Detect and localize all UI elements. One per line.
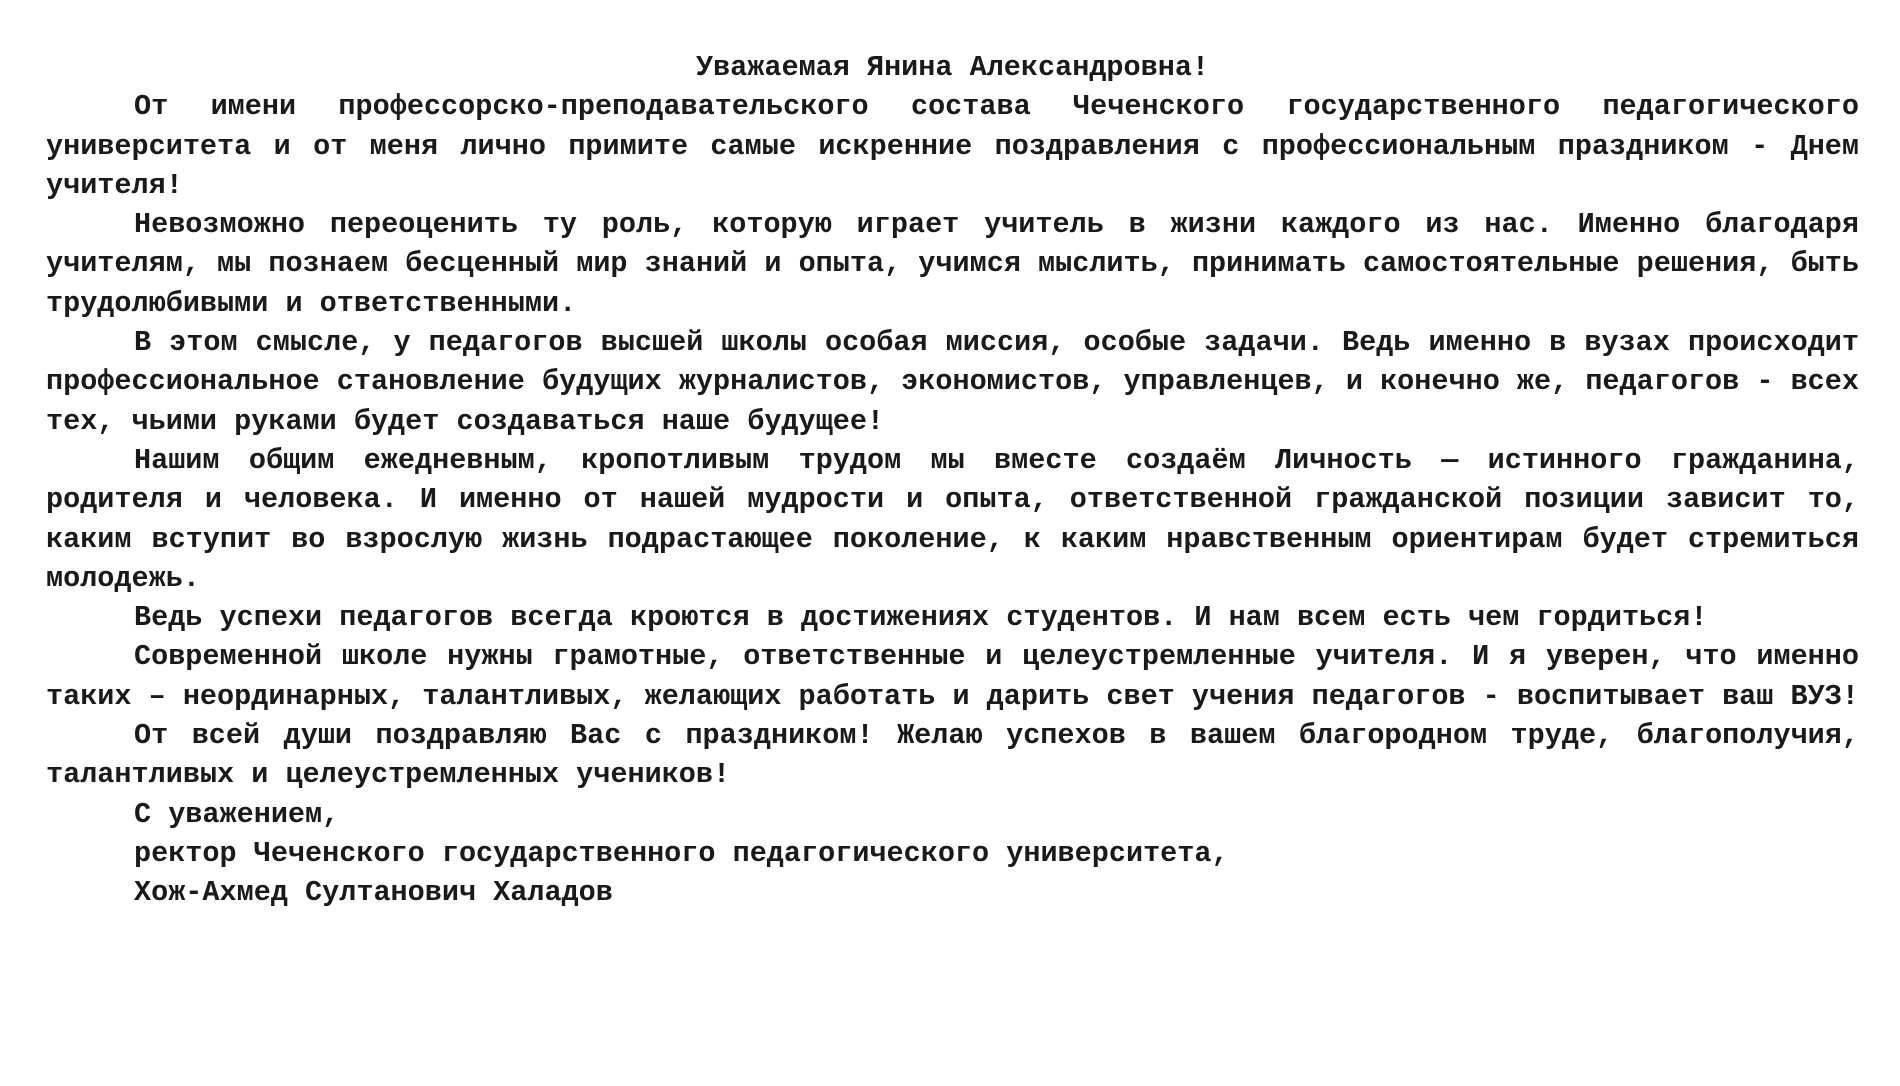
signature-position: ректор Чеченского государственного педагогического университета,	[134, 836, 1229, 870]
letter	[46, 48, 1859, 913]
letter-paragraph-7: От всей души поздравляю Вас с праздником! Желаю успехов в вашем благородном труде, благополучия, талантливых и целеустремленных учеников!	[46, 719, 1859, 792]
letter-greeting: Уважаемая Янина Александровна!	[695, 51, 1210, 84]
letter-paragraph-3: В этом смысле, у педагогов высшей школы особая миссия, особые задачи. Ведь именно в вузах происходит профессиональное становление будущих журналистов, экономистов, управленцев, и конечно же, педагогов - всех тех, чьими руками будет создаваться наше будущее!	[46, 326, 1859, 438]
signature-block	[46, 795, 1859, 913]
letter-paragraph-5: Ведь успехи педагогов всегда кроются в достижениях студентов. И нам всем есть чем гордиться!	[134, 601, 1708, 635]
signature-closing: С уважением,	[134, 797, 340, 831]
letter-paragraph-4: Нашим общим ежедневным, кропотливым трудом мы вместе создаём Личность — истинного гражданина, родителя и человека. И именно от нашей мудрости и опыта, ответственной гражданской позиции зависит то, каким вступит во взрослую жизнь подрастающее поколение, к каким нравственным ориентирам будет стремиться молодежь.	[46, 443, 1859, 595]
signature-name: Хож-Ахмед Султанович Халадов	[134, 876, 613, 910]
letter-paragraph-1: От имени профессорско-преподавательского состава Чеченского государственного педагогического университета и от меня лично примите самые искренние поздравления с профессиональным праздником - Днем учителя!	[46, 90, 1859, 202]
letter-paragraph-6: Современной школе нужны грамотные, ответственные и целеустремленные учителя. И я уверен, что именно таких – неординарных, талантливых, желающих работать и дарить свет учения педагогов - воспитывает ваш ВУЗ!	[46, 640, 1859, 713]
letter-paragraph-2: Невозможно переоценить ту роль, которую играет учитель в жизни каждого из нас. Именно благодаря учителям, мы познаем бесценный мир знаний и опыта, учимся мыслить, принимать самостоятельные решения, быть трудолюбивыми и ответственными.	[46, 208, 1859, 320]
